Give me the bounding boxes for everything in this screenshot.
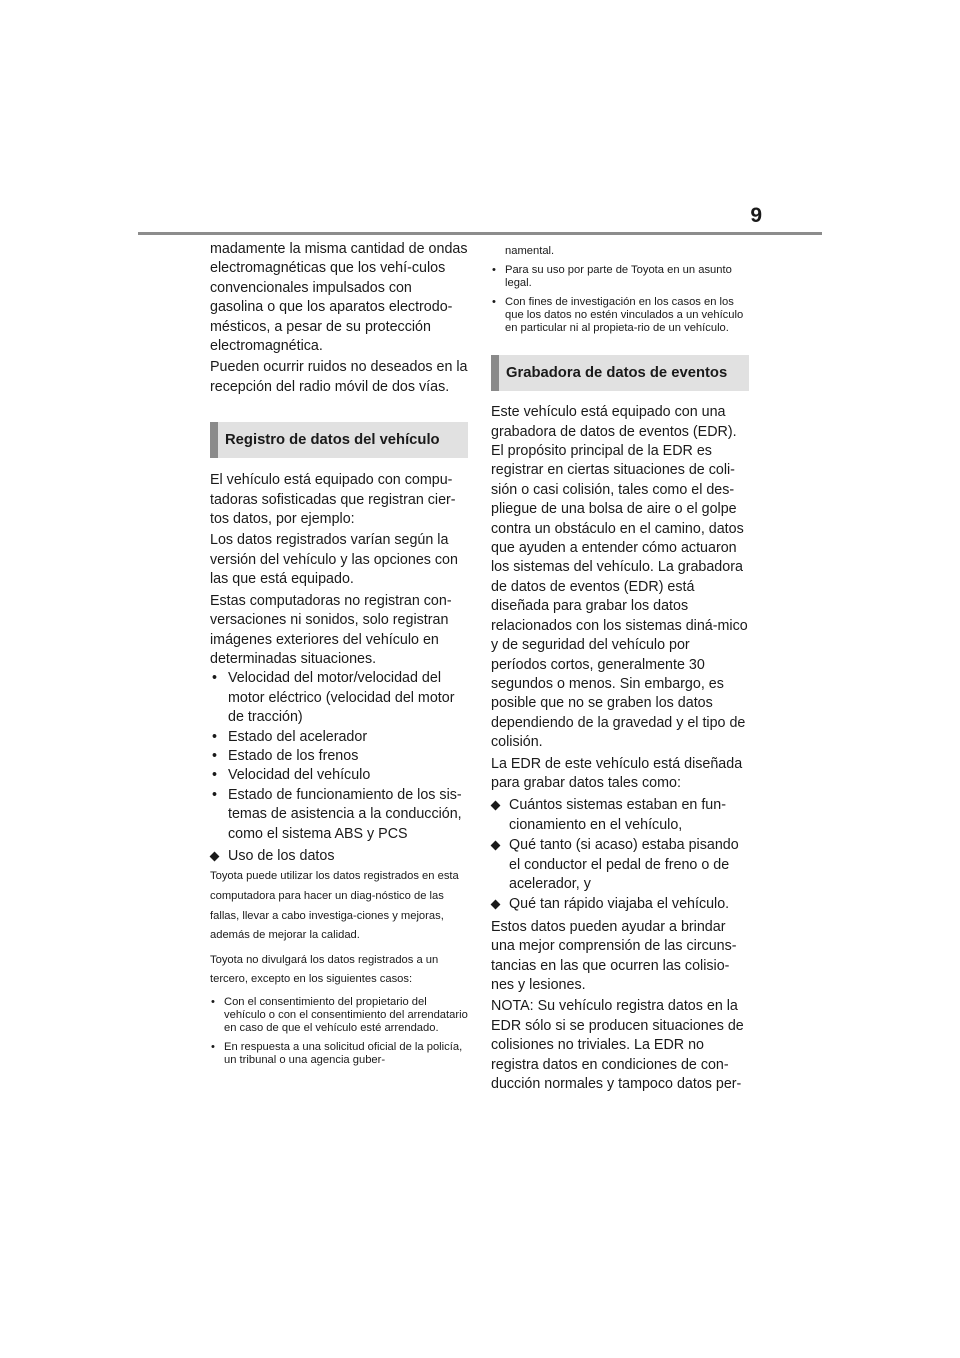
list-item: • Velocidad del vehículo bbox=[210, 766, 468, 785]
body-paragraph: Los datos registrados varían según la versión del vehículo y las opciones con las que está equipado. bbox=[210, 532, 458, 588]
section-heading-vehicle-data: Registro de datos del vehículo bbox=[210, 422, 468, 458]
list-item: • Para su uso por parte de Toyota en un asunto legal. bbox=[491, 264, 749, 290]
usage-heading-list bbox=[210, 847, 468, 866]
edr-paragraph: Estos datos pueden ayudar a brindar una mejor comprensión de las circuns-tancias en las que ocurren las colisio-nes y lesiones. bbox=[491, 918, 737, 993]
diamond-bullet-icon bbox=[491, 801, 501, 811]
disclosure-exceptions-list-continued bbox=[491, 264, 749, 335]
list-item: • En respuesta a una solicitud oficial de la policía, un tribunal o una agencia guber- bbox=[210, 1041, 468, 1067]
diamond-bullet-icon bbox=[491, 900, 501, 910]
intro-paragraph: madamente la misma cantidad de ondas electromagnéticas que los vehí-culos convencionales impulsados con gasolina o que los aparatos electrodo-mésticos, a pesar de su protección electromagnética. bbox=[210, 241, 468, 355]
list-item bbox=[491, 836, 749, 894]
usage-paragraph: Toyota puede utilizar los datos registrados en esta computadora para hacer un diag-nóstico de las fallas, llevar a cabo investiga-ciones y mejoras, además de mejorar la calidad. bbox=[210, 870, 459, 942]
list-item: • Estado del acelerador bbox=[210, 728, 468, 747]
continuation-text: namental. bbox=[505, 245, 555, 257]
diamond-bullet-icon bbox=[491, 841, 501, 851]
list-item: • Estado de los frenos bbox=[210, 747, 468, 766]
list-item: • Velocidad del motor/velocidad del motor eléctrico (velocidad del motor de tracción) bbox=[210, 669, 468, 727]
intro-paragraph: Pueden ocurrir ruidos no deseados en la recepción del radio móvil de dos vías. bbox=[210, 359, 468, 395]
list-item-text: Qué tan rápido viajaba el vehículo. bbox=[509, 896, 730, 913]
usage-subheading-text: Uso de los datos bbox=[228, 847, 335, 864]
edr-recorded-items-list bbox=[491, 796, 749, 914]
list-item: • Con el consentimiento del propietario del vehículo o con el consentimiento del arrendatario en caso de que el vehículo esté arrendado. bbox=[210, 996, 468, 1036]
usage-paragraph: Toyota no divulgará los datos registrados a un tercero, excepto en los siguientes casos: bbox=[210, 953, 439, 986]
usage-subheading bbox=[210, 847, 468, 866]
page-number: 9 bbox=[750, 204, 762, 227]
list-item bbox=[491, 895, 749, 914]
list-item bbox=[491, 796, 749, 835]
body-paragraph: El vehículo está equipado con compu-tadoras sofisticadas que registran cier-tos datos, por ejemplo: bbox=[210, 472, 456, 528]
edr-paragraph: Este vehículo está equipado con una grabadora de datos de eventos (EDR). El propósito principal de la EDR es registrar en ciertas situaciones de coli-sión o casi colisión, tales como el des-pliegue de una bolsa de aire o el golpe contra un obstáculo en el camino, datos que ayuden a entender cómo actuaron los sistemas del vehículo. La grabadora de datos de eventos (EDR) está diseñada para grabar los datos relacionados con los sistemas diná-mico y de seguridad del vehículo por períodos cortos, generalmente 30 segundos o menos. Sin embargo, es posible que no se graben los datos dependiendo de la gravedad y el tipo de colisión. bbox=[491, 404, 748, 751]
edr-paragraph: La EDR de este vehículo está diseñada para grabar datos tales como: bbox=[491, 755, 743, 791]
recorded-data-list bbox=[210, 669, 468, 844]
header-rule bbox=[138, 232, 822, 235]
edr-paragraph: NOTA: Su vehículo registra datos en la EDR sólo si se producen situaciones de colisiones no triviales. La EDR no registra datos en condiciones de con-ducción normales y tampoco datos per- bbox=[491, 998, 744, 1093]
left-column bbox=[210, 240, 468, 1067]
disclosure-exceptions-list bbox=[210, 996, 468, 1067]
list-item-text: Cuántos sistemas estaban en fun-cionamiento en el vehículo, bbox=[509, 797, 726, 833]
right-column bbox=[491, 240, 749, 1094]
list-item: • Con fines de investigación en los casos en los que los datos no estén vinculados a un vehículo en particular ni al propieta-rio de un vehículo. bbox=[491, 296, 749, 336]
section-heading-edr: Grabadora de datos de eventos bbox=[491, 355, 749, 391]
list-item: • Estado de funcionamiento de los sis-temas de asistencia a la conducción, como el sistema ABS y PCS bbox=[210, 786, 468, 844]
body-paragraph: Estas computadoras no registran con-versaciones ni sonidos, solo registran imágenes exteriores del vehículo en determinadas situaciones. bbox=[210, 592, 452, 667]
list-item-text: Qué tanto (si acaso) estaba pisando el conductor el pedal de freno o de acelerador, y bbox=[509, 837, 739, 892]
diamond-bullet-icon bbox=[210, 852, 220, 862]
